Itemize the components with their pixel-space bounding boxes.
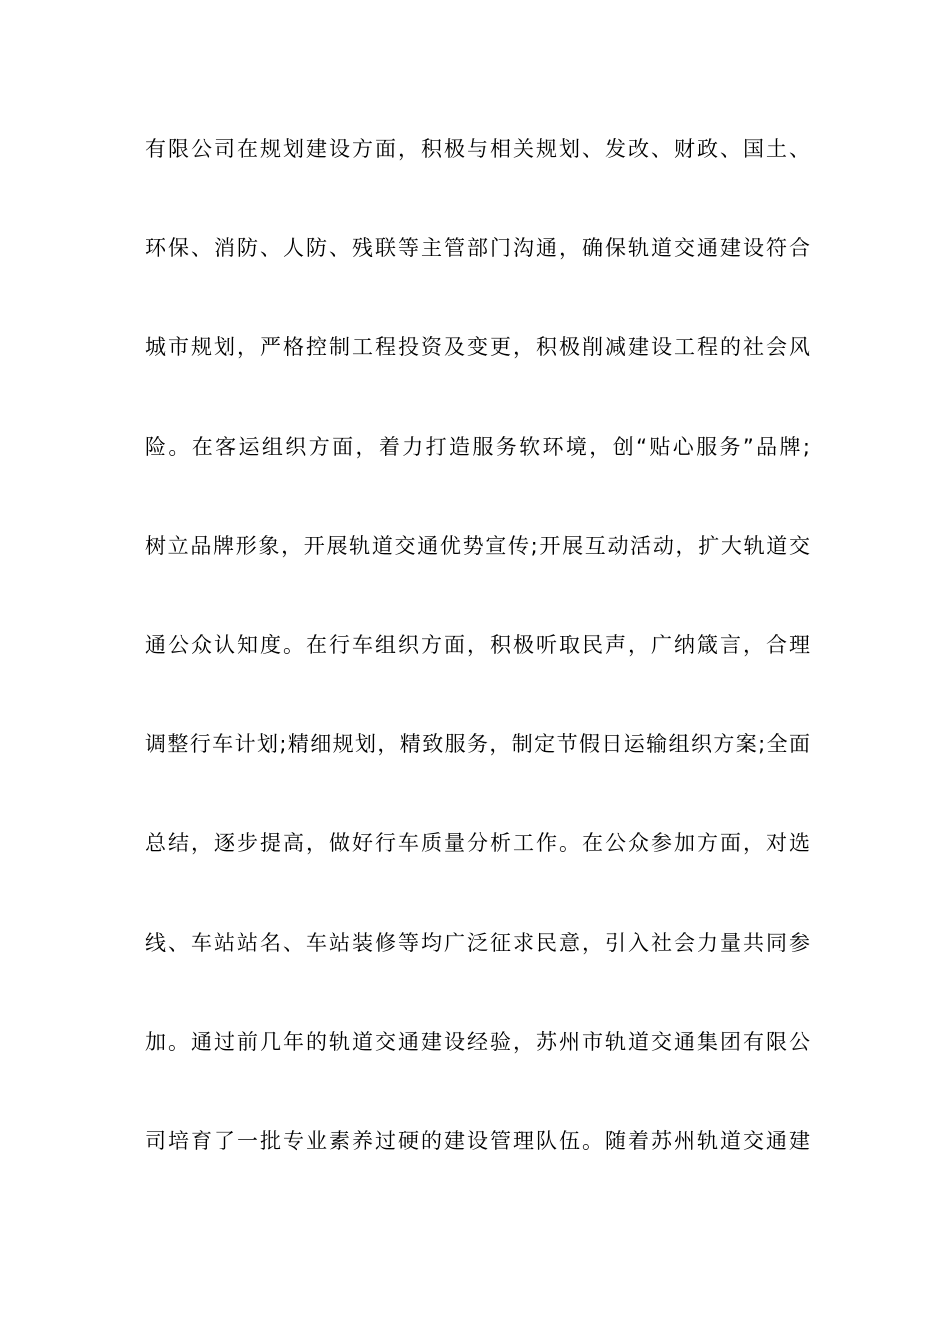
text-line: 线、车站站名、车站装修等均广泛征求民意，引入社会力量共同参 bbox=[145, 930, 810, 955]
body-paragraph bbox=[145, 131, 810, 1222]
text-line: 险。在客运组织方面，着力打造服务软环境，创“贴心服务”品牌; bbox=[145, 434, 810, 459]
text-line: 树立品牌形象，开展轨道交通优势宣传;开展互动活动，扩大轨道交 bbox=[145, 533, 810, 558]
text-line: 有限公司在规划建设方面，积极与相关规划、发改、财政、国土、 bbox=[145, 137, 810, 161]
text-line: 环保、消防、人防、残联等主管部门沟通，确保轨道交通建设符合 bbox=[145, 236, 810, 261]
text-line: 通公众认知度。在行车组织方面，积极听取民声，广纳箴言，合理 bbox=[145, 632, 810, 657]
text-line: 调整行车计划;精细规划，精致服务，制定节假日运输组织方案;全面 bbox=[145, 732, 810, 757]
text-line: 总结，逐步提高，做好行车质量分析工作。在公众参加方面，对选 bbox=[145, 831, 810, 856]
text-line: 城市规划，严格控制工程投资及变更，积极削减建设工程的社会风 bbox=[145, 335, 810, 360]
text-line: 司培育了一批专业素养过硬的建设管理队伍。随着苏州轨道交通建 bbox=[145, 1128, 810, 1153]
text-line: 加。通过前几年的轨道交通建设经验，苏州市轨道交通集团有限公 bbox=[145, 1029, 810, 1054]
